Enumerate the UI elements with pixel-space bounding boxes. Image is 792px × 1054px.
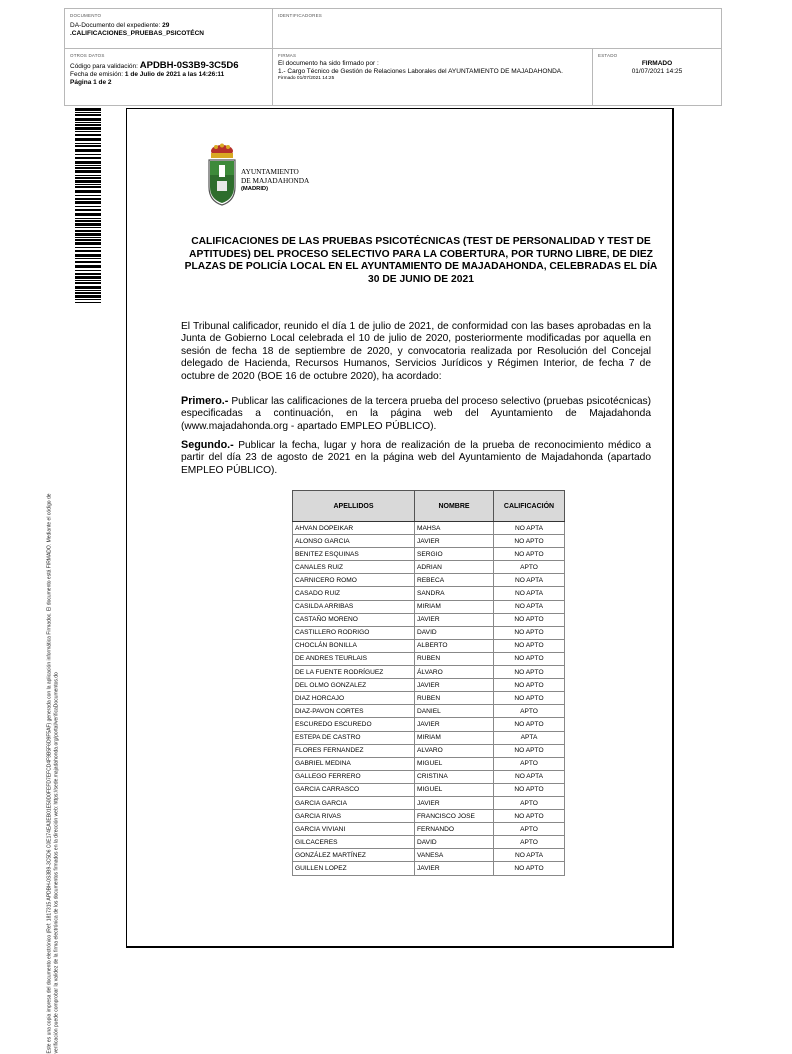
cell-calificacion: NO APTO: [494, 810, 565, 823]
cell-calificacion: APTO: [494, 757, 565, 770]
estado-date: 01/07/2021 14:25: [631, 68, 683, 75]
table-row: [293, 823, 565, 836]
cell-nombre: JAVIER: [415, 613, 494, 626]
table-row: [293, 574, 565, 587]
cell-calificacion: NO APTO: [494, 679, 565, 692]
cell-calificacion: NO APTO: [494, 626, 565, 639]
column-header-calificacion: CALIFICACIÓN: [494, 491, 565, 522]
firma-line-3: Firmado 01/07/2021 14:25: [278, 76, 335, 81]
table-row: [293, 600, 565, 613]
cell-nombre: REBECA: [415, 574, 494, 587]
barcode-icon: [75, 108, 101, 303]
estado-value: FIRMADO: [641, 60, 673, 67]
cell-nombre: DAVID: [415, 626, 494, 639]
cell-calificacion: NO APTA: [494, 770, 565, 783]
cell-nombre: ÁLVARO: [415, 666, 494, 679]
table-row: [293, 626, 565, 639]
otros-datos-cell: [65, 49, 273, 105]
identificadores-label: IDENTIFICADORES: [278, 13, 323, 18]
column-header-nombre: NOMBRE: [415, 491, 494, 522]
cell-apellidos: GARCIA RIVAS: [293, 810, 415, 823]
cell-nombre: SANDRA: [415, 587, 494, 600]
cell-apellidos: DE LA FUENTE RODRÍGUEZ: [293, 666, 415, 679]
cell-apellidos: CARNICERO ROMO: [293, 574, 415, 587]
firmas-cell: [273, 49, 593, 105]
results-table: [292, 490, 565, 876]
cell-calificacion: NO APTO: [494, 783, 565, 796]
table-row: [293, 810, 565, 823]
firmas-label: FIRMAS: [278, 53, 297, 58]
primero-paragraph: Primero.- Publicar las calificaciones de la tercera prueba del proceso selectivo (pruebas psicotécnicas) especificadas a continuación, en la página web del Ayuntamiento de Majadahonda (www.majadahonda.org - apartado EMPLEO PÚBLICO).: [181, 395, 651, 432]
cell-nombre: FRANCISCO JOSE: [415, 810, 494, 823]
cell-apellidos: CHOCLÁN BONILLA: [293, 639, 415, 652]
cell-calificacion: NO APTA: [494, 522, 565, 535]
cell-apellidos: CASTAÑO MORENO: [293, 613, 415, 626]
cell-apellidos: GARCIA GARCIA: [293, 796, 415, 809]
table-row: [293, 535, 565, 548]
table-row: [293, 679, 565, 692]
cell-apellidos: ESTEPA DE CASTRO: [293, 731, 415, 744]
cell-calificacion: NO APTO: [494, 535, 565, 548]
cell-nombre: JAVIER: [415, 796, 494, 809]
table-row: [293, 666, 565, 679]
cell-calificacion: NO APTO: [494, 666, 565, 679]
table-row: [293, 587, 565, 600]
cell-nombre: JAVIER: [415, 679, 494, 692]
estado-label: ESTADO: [598, 53, 618, 58]
cell-calificacion: NO APTO: [494, 639, 565, 652]
cell-calificacion: APTO: [494, 823, 565, 836]
document-title: CALIFICACIONES DE LAS PRUEBAS PSICOTÉCNICAS (TEST DE PERSONALIDAD Y TEST DE APTITUDES) DEL PROCESO SELECTIVO PARA LA COBERTURA, POR TURNO LIBRE, DE DIEZ PLAZAS DE POLICÍA LOCAL EN EL AYUNTAMIENTO DE MAJADAHONDA, CELEBRADAS EL DÍA 30 DE JUNIO DE 2021: [184, 236, 658, 285]
table-header-row: [293, 491, 565, 522]
cell-apellidos: ESCUREDO ESCUREDO: [293, 718, 415, 731]
cell-calificacion: NO APTO: [494, 613, 565, 626]
cell-calificacion: NO APTO: [494, 718, 565, 731]
validation-header: [64, 8, 722, 106]
cell-apellidos: ALONSO GARCIA: [293, 535, 415, 548]
cell-nombre: SERGIO: [415, 548, 494, 561]
cell-nombre: JAVIER: [415, 718, 494, 731]
cell-calificacion: NO APTA: [494, 574, 565, 587]
cell-apellidos: BENITEZ ESQUINAS: [293, 548, 415, 561]
pagina-indicator: Página 1 de 2: [70, 79, 112, 86]
cell-calificacion: APTO: [494, 836, 565, 849]
cell-apellidos: GARCIA VIVIANI: [293, 823, 415, 836]
cell-calificacion: NO APTO: [494, 862, 565, 875]
documento-cell: [65, 9, 273, 49]
cell-apellidos: CANALES RUIZ: [293, 561, 415, 574]
otros-datos-label: OTROS DATOS: [70, 53, 105, 58]
cell-nombre: MIRIAM: [415, 600, 494, 613]
cell-apellidos: DIAZ HORCAJO: [293, 692, 415, 705]
table-row: [293, 639, 565, 652]
cell-apellidos: DEL OLMO GONZALEZ: [293, 679, 415, 692]
table-row: [293, 783, 565, 796]
cell-nombre: MIGUEL: [415, 757, 494, 770]
cell-calificacion: NO APTA: [494, 849, 565, 862]
table-row: [293, 849, 565, 862]
cell-nombre: ALBERTO: [415, 639, 494, 652]
cell-apellidos: GALLEGO FERRERO: [293, 770, 415, 783]
cell-nombre: MIRIAM: [415, 731, 494, 744]
cell-calificacion: APTA: [494, 731, 565, 744]
table-row: [293, 718, 565, 731]
cell-calificacion: NO APTA: [494, 600, 565, 613]
cell-calificacion: NO APTO: [494, 548, 565, 561]
table-row: [293, 613, 565, 626]
cell-apellidos: GARCIA CARRASCO: [293, 783, 415, 796]
table-row: [293, 757, 565, 770]
cell-nombre: RUBEN: [415, 652, 494, 665]
cell-nombre: VANESA: [415, 849, 494, 862]
table-row: [293, 548, 565, 561]
intro-paragraph: El Tribunal calificador, reunido el día 1 de julio de 2021, de conformidad con las bases aprobadas en la Junta de Gobierno Local celebrada el 10 de julio de 2020, posteriormente modificadas por aquella en sesión de fecha 18 de septiembre de 2020, y convocatoria realizada por Resolución del Concejal delegado de Hacienda, Recursos Humanos, Servicios Jurídicos y Régimen Interior, de fecha 7 de octubre de 2020 (BOE 16 de octubre 2020), ha acordado:: [181, 321, 651, 382]
cell-nombre: MAHSA: [415, 522, 494, 535]
cell-nombre: DANIEL: [415, 705, 494, 718]
table-row: [293, 705, 565, 718]
cell-nombre: ALVARO: [415, 744, 494, 757]
table-row: [293, 770, 565, 783]
documento-value: DA-Documento del expediente: 29 .CALIFICACIONES_PRUEBAS_PSICOTÉCN: [70, 22, 204, 37]
coat-of-arms-icon: [205, 143, 239, 207]
cell-nombre: JAVIER: [415, 862, 494, 875]
codigo-validacion[interactable]: Código para validación: APDBH-0S3B9-3C5D6: [70, 60, 239, 71]
table-row: [293, 836, 565, 849]
cell-apellidos: AHVAN DOPEIKAR: [293, 522, 415, 535]
cell-nombre: JAVIER: [415, 535, 494, 548]
documento-label: DOCUMENTO: [70, 13, 102, 18]
table-row: [293, 796, 565, 809]
cell-calificacion: APTO: [494, 705, 565, 718]
cell-nombre: RUBEN: [415, 692, 494, 705]
cell-nombre: FERNANDO: [415, 823, 494, 836]
firma-line-1: El documento ha sido firmado por :: [278, 60, 379, 67]
logo-text: AYUNTAMIENTO DE MAJADAHONDA (MADRID): [241, 167, 310, 192]
cell-apellidos: CASILDA ARRIBAS: [293, 600, 415, 613]
table-row: [293, 561, 565, 574]
column-header-apellidos: APELLIDOS: [293, 491, 415, 522]
segundo-paragraph: Segundo.- Publicar la fecha, lugar y hora de realización de la prueba de reconocimiento médico a partir del día 23 de agosto de 2021 en la página web del Ayuntamiento de Majadahonda (apartado EMPLEO PÚBLICO).: [181, 439, 651, 476]
identificadores-cell: [273, 9, 721, 49]
cell-nombre: CRISTINA: [415, 770, 494, 783]
cell-calificacion: NO APTO: [494, 652, 565, 665]
table-row: [293, 652, 565, 665]
estado-cell: [593, 49, 721, 105]
verification-sidebar-text: Este es una copia impresa del documento electrónico (Ref: 1817315 APDBH-0S3B9-3C5D6 C0E174EA3EB01E50D0FEFD7EFCD4F9B5F6D9F5AF) generada con la aplicación informática Firmadoc. El documento está FIRMADO. Mediante el código de verificación puede comprobar la validez de la firma electrónica de los documentos firmados en la dirección web: https://sede.majadahonda.org/portal/verificaDocumentos.do: [46, 493, 59, 1054]
cell-apellidos: GONZÁLEZ MARTÍNEZ: [293, 849, 415, 862]
table-row: [293, 744, 565, 757]
table-row: [293, 692, 565, 705]
table-row: [293, 862, 565, 875]
cell-apellidos: CASTILLERO RODRIGO: [293, 626, 415, 639]
cell-nombre: ADRIAN: [415, 561, 494, 574]
cell-apellidos: CASADO RUIZ: [293, 587, 415, 600]
cell-calificacion: NO APTO: [494, 744, 565, 757]
fecha-emision: Fecha de emisión: 1 de Julio de 2021 a las 14:26:11: [70, 71, 225, 78]
cell-calificacion: APTO: [494, 561, 565, 574]
cell-apellidos: GILCACERES: [293, 836, 415, 849]
cell-calificacion: NO APTO: [494, 692, 565, 705]
cell-calificacion: APTO: [494, 796, 565, 809]
cell-apellidos: DIAZ-PAVON CORTES: [293, 705, 415, 718]
cell-nombre: MIGUEL: [415, 783, 494, 796]
cell-apellidos: DE ANDRES TEURLAIS: [293, 652, 415, 665]
table-body: [293, 522, 565, 876]
firma-line-2: 1.- Cargo Técnico de Gestión de Relaciones Laborales del AYUNTAMIENTO DE MAJADAHONDA.: [278, 68, 563, 75]
table-row: [293, 731, 565, 744]
table-row: [293, 522, 565, 535]
cell-apellidos: GUILLEN LOPEZ: [293, 862, 415, 875]
cell-nombre: DAVID: [415, 836, 494, 849]
cell-apellidos: FLORES FERNANDEZ: [293, 744, 415, 757]
cell-calificacion: NO APTA: [494, 587, 565, 600]
cell-apellidos: GABRIEL MEDINA: [293, 757, 415, 770]
